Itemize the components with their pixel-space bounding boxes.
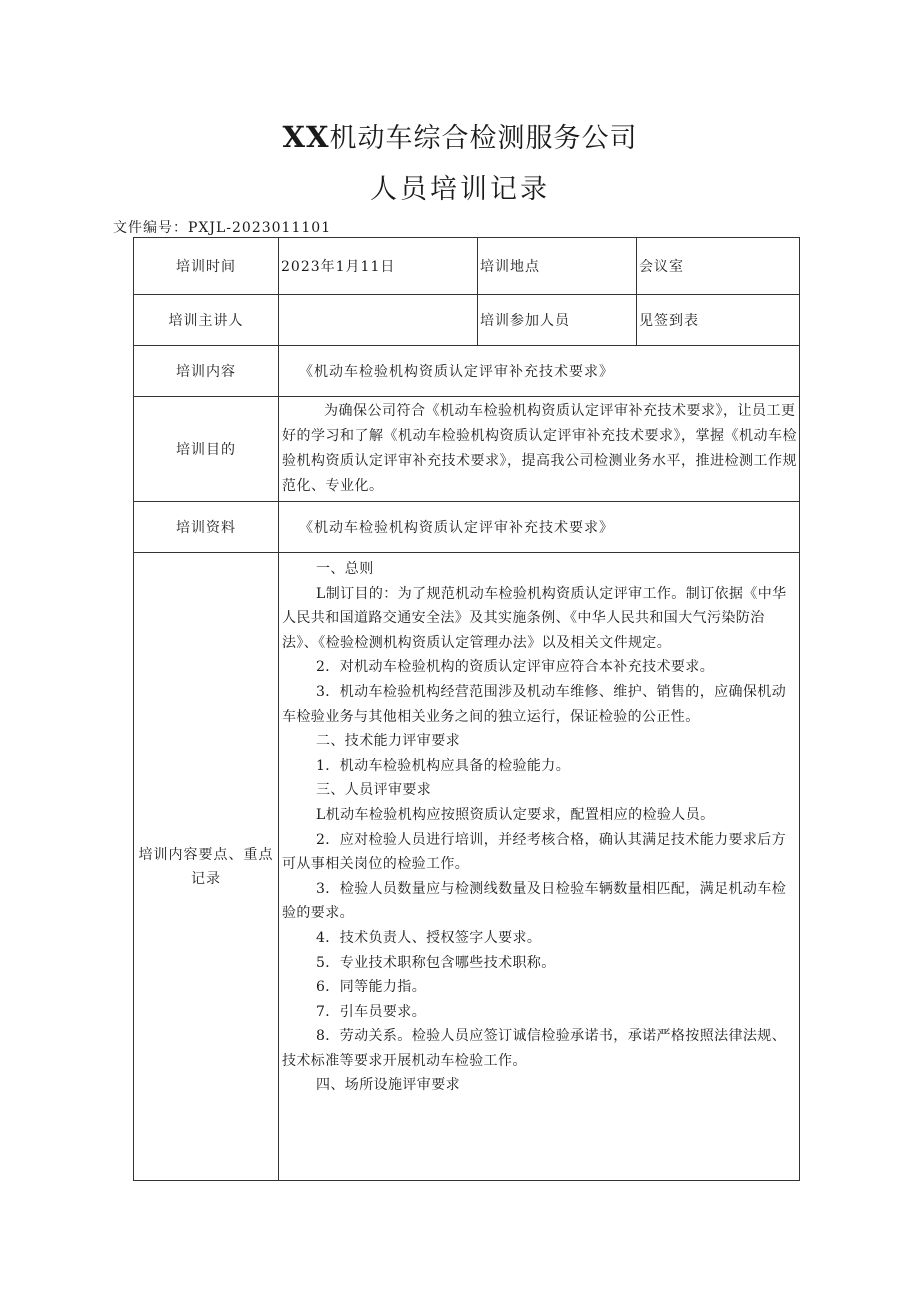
training-time-value: 2023年1月11日 — [279, 238, 478, 295]
notes-content — [279, 553, 800, 1181]
table-row — [134, 397, 800, 502]
notes-line: 3．机动车检验机构经营范围涉及机动车维修、维护、销售的，应确保机动车检验业务与其他相关业务之间的独立运行，保证检验的公正性。 — [282, 683, 787, 725]
company-title-prefix: XX — [282, 120, 330, 154]
training-materials-label: 培训资料 — [134, 502, 279, 553]
training-materials-value: 《机动车检验机构资质认定评审补充技术要求》 — [279, 502, 800, 553]
participants-value: 见签到表 — [637, 295, 800, 346]
training-purpose-label: 培训目的 — [134, 397, 279, 502]
notes-line: 8．劳动关系。检验人员应签订诚信检验承诺书，承诺严格按照法律法规、技术标准等要求开展机动车检验工作。 — [282, 1028, 787, 1069]
lecturer-label: 培训主讲人 — [134, 295, 279, 346]
training-time-label: 培训时间 — [134, 238, 279, 295]
notes-line: 5．专业技术职称包含哪些技术职称。 — [316, 954, 556, 971]
training-purpose-value: 为确保公司符合《机动车检验机构资质认定评审补充技术要求》，让员工更好的学习和了解《机动车检验机构资质认定评审补充技术要求》，掌握《机动车检验机构资质认定评审补充技术要求》，提高我公司检测业务水平，推进检测工作规范化、专业化。 — [282, 403, 797, 494]
table-row — [134, 553, 800, 1181]
notes-line: 一、总则 — [316, 561, 374, 577]
table-row — [134, 295, 800, 346]
lecturer-value — [279, 295, 478, 346]
notes-line: L机动车检验机构应按照资质认定要求，配置相应的检验人员。 — [316, 806, 715, 823]
notes-label: 培训内容要点、重点记录 — [134, 553, 279, 1181]
notes-line: 3．检验人员数量应与检测线数量及日检验车辆数量相匹配，满足机动车检验的要求。 — [282, 880, 787, 922]
company-title — [0, 116, 920, 155]
training-content-label: 培训内容 — [134, 346, 279, 397]
company-title-rest: 机动车综合检测服务公司 — [329, 123, 638, 154]
table-row — [134, 346, 800, 397]
notes-line: 6．同等能力指。 — [316, 979, 427, 996]
training-record-table — [133, 237, 800, 1181]
notes-line: L制订目的：为了规范机动车检验机构资质认定评审工作。制订依据《中华人民共和国道路交通安全法》及其实施条例、《中华人民共和国大气污染防治法》、《检验检测机构资质认定管理办法》以及相关文件规定。 — [282, 585, 787, 651]
training-content-value: 《机动车检验机构资质认定评审补充技术要求》 — [279, 346, 800, 397]
notes-line: 四、场所设施评审要求 — [316, 1077, 460, 1094]
participants-label: 培训参加人员 — [478, 295, 637, 346]
notes-line: 4．技术负责人、授权签字人要求。 — [316, 929, 542, 946]
table-row — [134, 502, 800, 553]
training-location-label: 培训地点 — [478, 238, 637, 295]
training-location-value: 会议室 — [637, 238, 800, 295]
notes-line: 2．对机动车检验机构的资质认定评审应符合本补充技术要求。 — [316, 659, 715, 676]
notes-line: 三、人员评审要求 — [316, 782, 432, 799]
notes-line: 7．引车员要求。 — [316, 1003, 427, 1020]
training-purpose-cell — [279, 397, 800, 502]
notes-line: 2．应对检验人员进行培训，并经考核合格，确认其满足技术能力要求后方可从事相关岗位的检验工作。 — [282, 831, 787, 873]
document-number: 文件编号：PXJL-2023011101 — [113, 220, 332, 236]
record-subtitle: 人员培训记录 — [370, 174, 550, 205]
table-row — [134, 238, 800, 295]
notes-line: 二、技术能力评审要求 — [316, 733, 460, 750]
notes-line: 1．机动车检验机构应具备的检验能力。 — [316, 757, 571, 774]
